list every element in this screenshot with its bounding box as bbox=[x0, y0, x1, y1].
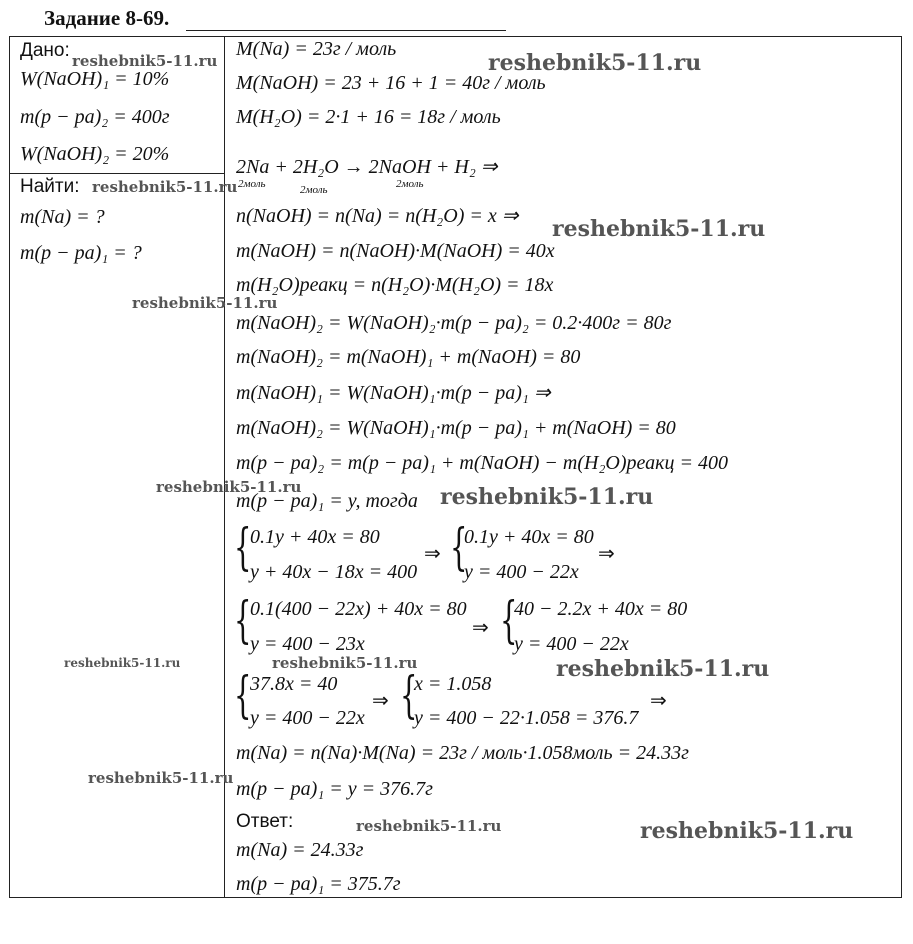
find-heading: Найти: bbox=[20, 176, 80, 197]
watermark: reshebnik5-11.ru bbox=[92, 178, 238, 196]
system-eq: x = 1.058 bbox=[414, 673, 492, 695]
system-eq: 0.1y + 40x = 80 bbox=[464, 526, 594, 548]
system-eq: y = 400 − 22·1.058 = 376.7 bbox=[414, 707, 639, 729]
solution-line: m(NaOH)₁ = W(NaOH)₁·m(p − pa)₁ ⇒ bbox=[236, 382, 551, 404]
system-eq: 0.1(400 − 22x) + 40x = 80 bbox=[250, 598, 467, 620]
system-eq: 37.8x = 40 bbox=[250, 673, 338, 695]
system-eq: 0.1y + 40x = 80 bbox=[250, 526, 380, 548]
solution-line: m(H₂O)реакц = n(H₂O)·M(H₂O) = 18x bbox=[236, 274, 554, 296]
title-underline bbox=[186, 30, 506, 31]
watermark: reshebnik5-11.ru bbox=[552, 216, 766, 242]
given-find-divider bbox=[9, 173, 225, 174]
implies-arrow: ⇒ bbox=[424, 543, 441, 565]
implies-arrow: ⇒ bbox=[598, 543, 615, 565]
watermark: reshebnik5-11.ru bbox=[356, 817, 502, 835]
watermark: reshebnik5-11.ru bbox=[72, 52, 218, 70]
reaction-equation: 2Na + 2H₂O → 2NaOH + H₂ ⇒ bbox=[236, 156, 498, 178]
find-line: m(Na) = ? bbox=[20, 206, 105, 228]
solution-line: m(p − pa)₁ = y, тогда bbox=[236, 490, 418, 512]
answer-line: m(Na) = 24.33г bbox=[236, 839, 364, 861]
system-brace: { bbox=[500, 591, 518, 649]
system-eq: y = 400 − 22x bbox=[250, 707, 365, 729]
watermark: reshebnik5-11.ru bbox=[156, 478, 302, 496]
system-eq: 40 − 2.2x + 40x = 80 bbox=[514, 598, 688, 620]
given-line: m(p − pa)₂ = 400г bbox=[20, 106, 170, 128]
solution-line: m(p − pa)₂ = m(p − pa)₁ + m(NaOH) − m(H₂O)реакц = 400 bbox=[236, 452, 728, 474]
mol-label: 2моль bbox=[396, 178, 424, 190]
given-line: W(NaOH)₂ = 20% bbox=[20, 143, 170, 165]
watermark: reshebnik5-11.ru bbox=[88, 769, 234, 787]
task-title: Задание 8-69. bbox=[44, 6, 170, 30]
solution-line: m(NaOH)₂ = m(NaOH)₁ + m(NaOH) = 80 bbox=[236, 346, 581, 368]
implies-arrow: ⇒ bbox=[472, 617, 489, 639]
watermark: reshebnik5-11.ru bbox=[640, 818, 854, 844]
solution-line: m(NaOH)₂ = W(NaOH)₂·m(p − pa)₂ = 0.2·400г = 80г bbox=[236, 312, 672, 334]
implies-arrow: ⇒ bbox=[372, 690, 389, 712]
system-brace: { bbox=[234, 666, 252, 724]
system-brace: { bbox=[450, 518, 468, 576]
solution-line: n(NaOH) = n(Na) = n(H₂O) = x ⇒ bbox=[236, 205, 519, 227]
system-brace: { bbox=[234, 518, 252, 576]
solution-line: m(p − pa)₁ = y = 376.7г bbox=[236, 778, 433, 800]
system-brace: { bbox=[234, 591, 252, 649]
given-heading: Дано: bbox=[20, 40, 70, 61]
implies-arrow: ⇒ bbox=[650, 690, 667, 712]
solution-line: M(NaOH) = 23 + 16 + 1 = 40г / моль bbox=[236, 72, 546, 94]
find-line: m(p − pa)₁ = ? bbox=[20, 242, 142, 264]
solution-line: M(H₂O) = 2·1 + 16 = 18г / моль bbox=[236, 106, 501, 128]
solution-line: m(NaOH) = n(NaOH)·M(NaOH) = 40x bbox=[236, 240, 555, 262]
mol-label: 2моль bbox=[238, 178, 266, 190]
system-eq: y = 400 − 22x bbox=[514, 633, 629, 655]
system-eq: y + 40x − 18x = 400 bbox=[250, 561, 418, 583]
watermark: reshebnik5-11.ru bbox=[440, 484, 654, 510]
solution-line: m(NaOH)₂ = W(NaOH)₁·m(p − pa)₁ + m(NaOH) = 80 bbox=[236, 417, 676, 439]
given-line: W(NaOH)₁ = 10% bbox=[20, 68, 170, 90]
solution-line: M(Na) = 23г / моль bbox=[236, 38, 397, 60]
system-eq: y = 400 − 23x bbox=[250, 633, 365, 655]
answer-line: m(p − pa)₁ = 375.7г bbox=[236, 873, 401, 895]
watermark: reshebnik5-11.ru bbox=[64, 656, 181, 670]
system-eq: y = 400 − 22x bbox=[464, 561, 579, 583]
watermark: reshebnik5-11.ru bbox=[488, 50, 702, 76]
watermark: reshebnik5-11.ru bbox=[272, 654, 418, 672]
watermark: reshebnik5-11.ru bbox=[132, 294, 278, 312]
answer-heading: Ответ: bbox=[236, 811, 294, 832]
system-brace: { bbox=[400, 666, 418, 724]
solution-line: m(Na) = n(Na)·M(Na) = 23г / моль·1.058моль = 24.33г bbox=[236, 742, 689, 764]
mol-label: 2моль bbox=[300, 184, 328, 196]
watermark: reshebnik5-11.ru bbox=[556, 656, 770, 682]
